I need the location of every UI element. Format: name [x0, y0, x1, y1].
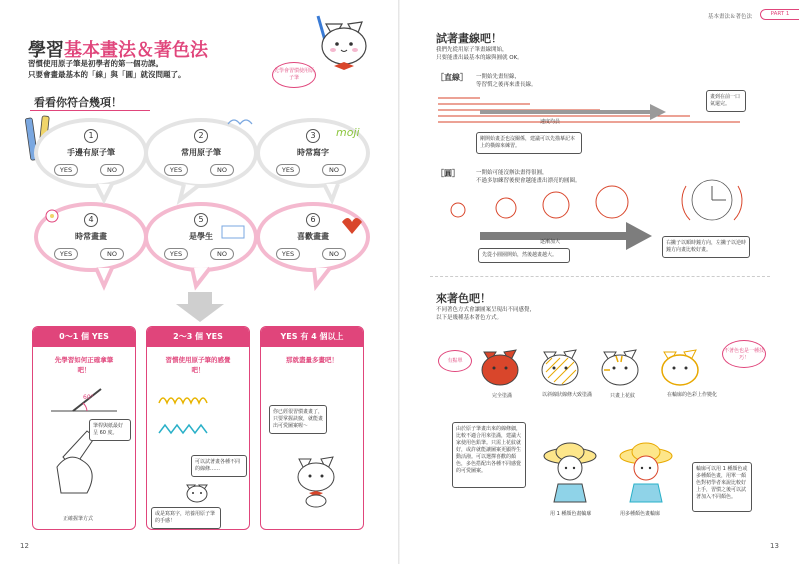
title-accent: 基本畫法＆著色法 [64, 40, 208, 61]
yes-option[interactable]: YES [276, 248, 300, 260]
grip-caption: 正確握筆方式 [63, 516, 94, 522]
girl-outline-examples [540, 440, 690, 506]
yes-option[interactable]: YES [164, 164, 188, 176]
bubble-right: 不著色也是一種技巧！ [722, 340, 766, 368]
cat-caption: 在輪廓的色彩上作變化 [666, 392, 717, 398]
title-plain: 學習 [28, 40, 64, 61]
grow-label: 逐漸加大 [540, 239, 561, 245]
cat-caption: 完全塗滿 [492, 393, 513, 399]
yes-option[interactable]: YES [164, 248, 188, 260]
bubble-left: 有點單 [438, 350, 472, 372]
quiz-number: 4 [84, 213, 98, 227]
intro-line: 只要會畫最基本的「線」與「圓」就沒問題了。 [28, 70, 186, 79]
color-intro-line: 不同著色方式會讓圖案呈現出不同感覺， [436, 307, 536, 313]
quiz-number: 1 [84, 129, 98, 143]
quiz-label: 是學生 [189, 232, 213, 241]
yes-option[interactable]: YES [276, 164, 300, 176]
result-subtitle: 那就盡量多畫吧！ [286, 356, 338, 364]
result-card-0-1 [32, 326, 136, 530]
cat-coloring-examples [480, 346, 720, 390]
result-card-4-plus [260, 326, 364, 530]
result-heading: 2～3 個 YES [147, 327, 249, 347]
circle-note-right: 右撇子以順時鐘方向，左撇子以逆時鐘方向畫比較好畫。 [662, 236, 750, 258]
quiz-number: 6 [306, 213, 320, 227]
quiz-label: 手邊有原子筆 [67, 148, 115, 157]
cat-icon [183, 479, 211, 505]
straight-desc-line: 等習慣之後再來畫長線。 [476, 82, 537, 88]
right-page [400, 0, 799, 564]
pen-angle-illustration [43, 387, 127, 497]
color-intro-line: 以下是幾種基本著色方式。 [436, 315, 503, 321]
bubble-tails [0, 0, 399, 300]
angle-note: 筆桿與紙最好呈 60 度。 [89, 419, 131, 441]
cat-caption: 以斜線狀線條大致塗滿 [542, 392, 593, 398]
no-option[interactable]: NO [322, 248, 346, 260]
tip-callout: 先學會習慣使用原子筆 [272, 62, 316, 88]
straight-label: ［直線］ [436, 73, 468, 82]
section-divider [430, 276, 770, 277]
yes-option[interactable]: YES [54, 248, 78, 260]
practice-lines [155, 389, 235, 453]
no-option[interactable]: NO [210, 248, 234, 260]
drawing-note: 你已經很習慣畫畫了，只要掌握訣竅，就能畫出可愛圖案喔～ [269, 405, 327, 434]
color-title: 來著色吧！ [436, 292, 491, 305]
yes-option[interactable]: YES [54, 164, 78, 176]
writing-note: 或是寫寫字，培養用原子筆的手感！ [151, 507, 221, 529]
girl-caption: 用 1 種顏色畫輪廓 [550, 511, 592, 517]
quiz-number: 2 [194, 129, 208, 143]
quiz-label: 時常畫畫 [75, 232, 107, 241]
straight-note-bottom: 剛開始畫歪也沒關係，建議可以先描摹記本上的橫線來練習。 [476, 132, 582, 154]
circle-desc-line: 一開始可能沒辦法畫得很圓， [476, 170, 548, 176]
quiz-label: 喜歡畫畫 [297, 232, 329, 241]
quiz-number: 3 [306, 129, 320, 143]
part-tab: PART 1 [760, 9, 799, 20]
arrow-down-icon [172, 292, 228, 322]
no-option[interactable]: NO [100, 164, 124, 176]
circle-note-bottom: 先從小圓圈開始，然後越畫越大。 [478, 248, 570, 263]
lines-intro-line: 我們先從用原子筆畫線開始， [436, 47, 508, 53]
girl-caption: 用多種顏色畫輪廓 [620, 511, 661, 517]
angle-label: 60° [83, 394, 94, 401]
result-heading: YES 有 4 個以上 [261, 327, 363, 347]
circle-label: ［圓］ [436, 169, 460, 178]
page-number-left: 12 [20, 542, 29, 550]
cat-illustration [291, 451, 341, 509]
no-option[interactable]: NO [322, 164, 346, 176]
left-page [0, 0, 399, 564]
quiz-label: 常用原子筆 [181, 148, 221, 157]
circle-desc-line: 不過多加練習後便會越能畫出漂亮的圓圈。 [476, 178, 581, 184]
result-subtitle: 習慣使用原子筆的感覺吧！ [165, 356, 231, 374]
quiz-heading: 看看你符合幾項！ [34, 96, 122, 109]
slow-label: 速度均員 [540, 119, 561, 125]
cat-caption: 只畫上花紋 [610, 393, 636, 399]
color-note-left: 由於原子筆畫出來的線條細，比較不適合用來塗滿，建議大家使用色鉛筆。只需上花紋就好，或許就能讓圖案更顯得生動活潑。可以選擇喜歡的顏色，多色搭配出各種不同感覺的可愛圖案。 [452, 422, 526, 488]
no-option[interactable]: NO [100, 248, 124, 260]
circle-desc [476, 169, 581, 185]
moji-doodle: moji [336, 126, 360, 139]
color-note-right: 輪廓可以用 1 種顏色或多種顏色畫，用單一顏色對初學者來說比較好上手，習慣之後可以試著加入不同顏色。 [692, 462, 752, 512]
result-card-2-3 [146, 326, 250, 530]
quiz-number: 5 [194, 213, 208, 227]
no-option[interactable]: NO [210, 164, 234, 176]
color-intro [436, 306, 535, 322]
result-heading: 0～1 個 YES [33, 327, 135, 347]
lines-intro-line: 只要能畫出最基本的線與圓就 OK。 [436, 55, 523, 61]
lines-note: 可以試著畫各種不同的線條…… [191, 455, 247, 477]
straight-note-right: 畫到在前一口氣還完。 [706, 90, 746, 112]
running-head: 基本畫法＆著色法 [708, 14, 753, 20]
straight-desc-line: 一開始先畫短線， [476, 74, 521, 80]
lines-title: 試著畫線吧！ [436, 32, 502, 45]
result-subtitle: 先學習如何正確拿筆吧！ [54, 356, 114, 374]
quiz-label: 時常寫字 [297, 148, 329, 157]
page-number-right: 13 [770, 542, 779, 550]
intro-line: 習慣使用原子筆是初學者的第一個功課。 [28, 59, 163, 68]
